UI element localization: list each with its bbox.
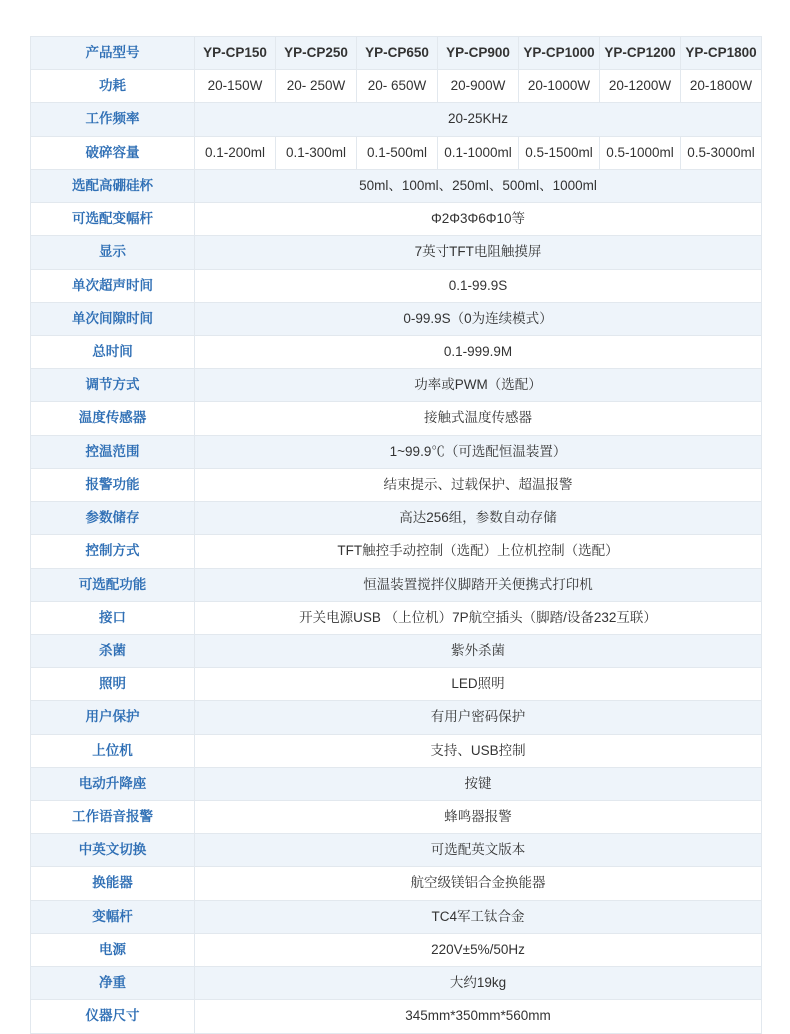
row-label-temp-range: 控温范围 [31, 435, 195, 468]
table-row-host-computer [31, 734, 762, 767]
table-row-control-mode [31, 535, 762, 568]
table-row-power-supply [31, 933, 762, 966]
row-value-param-storage: 高达256组，参数自动存储 [195, 502, 762, 535]
row-value-lighting: LED照明 [195, 668, 762, 701]
row-value-power-supply: 220V±5%/50Hz [195, 933, 762, 966]
table-row-display [31, 236, 762, 269]
row-label-frequency: 工作频率 [31, 103, 195, 136]
table-row-temp-sensor [31, 402, 762, 435]
row-value-temp-sensor: 接触式温度传感器 [195, 402, 762, 435]
row-label-adjust-mode: 调节方式 [31, 369, 195, 402]
row-value-single-time: 0.1-99.9S [195, 269, 762, 302]
table-row-voice-alarm [31, 801, 762, 834]
power-cell: 20-1200W [600, 70, 681, 103]
model-cell: YP-CP650 [357, 37, 438, 70]
row-value-voice-alarm: 蜂鸣器报警 [195, 801, 762, 834]
row-value-adjust-mode: 功率或PWM（选配） [195, 369, 762, 402]
row-label-control-mode: 控制方式 [31, 535, 195, 568]
row-label-interface: 接口 [31, 601, 195, 634]
row-label-lighting: 照明 [31, 668, 195, 701]
row-label-language-switch: 中英文切换 [31, 834, 195, 867]
row-value-display: 7英寸TFT电阻触摸屏 [195, 236, 762, 269]
table-row-param-storage [31, 502, 762, 535]
power-cell: 20-900W [438, 70, 519, 103]
capacity-cell: 0.1-300ml [276, 136, 357, 169]
row-value-temp-range: 1~99.9℃（可选配恒温装置） [195, 435, 762, 468]
capacity-cell: 0.1-200ml [195, 136, 276, 169]
row-value-language-switch: 可选配英文版本 [195, 834, 762, 867]
row-value-frequency: 20-25KHz [195, 103, 762, 136]
row-value-alarm: 结束提示、过载保护、超温报警 [195, 468, 762, 501]
row-label-temp-sensor: 温度传感器 [31, 402, 195, 435]
row-label-capacity: 破碎容量 [31, 136, 195, 169]
row-value-control-mode: TFT触控手动控制（选配）上位机控制（选配） [195, 535, 762, 568]
table-row-lighting [31, 668, 762, 701]
model-cell: YP-CP1000 [519, 37, 600, 70]
table-row-net-weight [31, 967, 762, 1000]
power-cell: 20-1800W [681, 70, 762, 103]
row-label-interval-time: 单次间隙时间 [31, 302, 195, 335]
row-value-horn-material: TC4军工钛合金 [195, 900, 762, 933]
row-value-transducer: 航空级镁铝合金换能器 [195, 867, 762, 900]
table-row-alarm [31, 468, 762, 501]
table-row-horn-material [31, 900, 762, 933]
table-row-temp-range [31, 435, 762, 468]
capacity-cell: 0.1-1000ml [438, 136, 519, 169]
row-value-interval-time: 0-99.9S（0为连续模式） [195, 302, 762, 335]
table-row-interface [31, 601, 762, 634]
table-row-cups [31, 169, 762, 202]
row-label-voice-alarm: 工作语音报警 [31, 801, 195, 834]
table-row-user-protection [31, 701, 762, 734]
table-row-frequency [31, 103, 762, 136]
row-label-cups: 选配高硼硅杯 [31, 169, 195, 202]
table-row-models [31, 37, 762, 70]
row-value-horn-option: Φ2Φ3Φ6Φ10等 [195, 203, 762, 236]
row-label-single-time: 单次超声时间 [31, 269, 195, 302]
row-label-net-weight: 净重 [31, 967, 195, 1000]
capacity-cell: 0.1-500ml [357, 136, 438, 169]
row-label-host-computer: 上位机 [31, 734, 195, 767]
table-row-language-switch [31, 834, 762, 867]
row-value-interface: 开关电源USB （上位机）7P航空插头（脚踏/设备232互联） [195, 601, 762, 634]
table-row-adjust-mode [31, 369, 762, 402]
model-cell: YP-CP1200 [600, 37, 681, 70]
power-cell: 20-1000W [519, 70, 600, 103]
model-cell: YP-CP1800 [681, 37, 762, 70]
row-label-power: 功耗 [31, 70, 195, 103]
capacity-cell: 0.5-1000ml [600, 136, 681, 169]
table-row-optional-functions [31, 568, 762, 601]
power-cell: 20-150W [195, 70, 276, 103]
row-label-dimensions: 仪器尺寸 [31, 1000, 195, 1033]
row-value-total-time: 0.1-999.9M [195, 335, 762, 368]
specifications-table [30, 36, 762, 1034]
row-value-net-weight: 大约19kg [195, 967, 762, 1000]
row-label-horn-material: 变幅杆 [31, 900, 195, 933]
row-label-display: 显示 [31, 236, 195, 269]
row-label-power-supply: 电源 [31, 933, 195, 966]
model-cell: YP-CP150 [195, 37, 276, 70]
row-label-total-time: 总时间 [31, 335, 195, 368]
row-label-electric-lift: 电动升降座 [31, 767, 195, 800]
table-row-horn-option [31, 203, 762, 236]
row-value-dimensions: 345mm*350mm*560mm [195, 1000, 762, 1033]
row-label-user-protection: 用户保护 [31, 701, 195, 734]
table-row-total-time [31, 335, 762, 368]
table-row-power [31, 70, 762, 103]
row-value-sterilization: 紫外杀菌 [195, 634, 762, 667]
row-label-param-storage: 参数储存 [31, 502, 195, 535]
capacity-cell: 0.5-3000ml [681, 136, 762, 169]
row-label-sterilization: 杀菌 [31, 634, 195, 667]
model-cell: YP-CP900 [438, 37, 519, 70]
row-label-horn-option: 可选配变幅杆 [31, 203, 195, 236]
table-row-electric-lift [31, 767, 762, 800]
row-label-model: 产品型号 [31, 37, 195, 70]
row-value-cups: 50ml、100ml、250ml、500ml、1000ml [195, 169, 762, 202]
model-cell: YP-CP250 [276, 37, 357, 70]
table-row-interval-time [31, 302, 762, 335]
row-label-optional-functions: 可选配功能 [31, 568, 195, 601]
row-value-electric-lift: 按键 [195, 767, 762, 800]
table-row-capacity [31, 136, 762, 169]
row-value-optional-functions: 恒温装置搅拌仪脚踏开关便携式打印机 [195, 568, 762, 601]
capacity-cell: 0.5-1500ml [519, 136, 600, 169]
row-value-host-computer: 支持、USB控制 [195, 734, 762, 767]
table-row-transducer [31, 867, 762, 900]
table-row-single-time [31, 269, 762, 302]
table-body [31, 37, 762, 1034]
row-label-transducer: 换能器 [31, 867, 195, 900]
table-row-sterilization [31, 634, 762, 667]
row-label-alarm: 报警功能 [31, 468, 195, 501]
row-value-user-protection: 有用户密码保护 [195, 701, 762, 734]
power-cell: 20- 650W [357, 70, 438, 103]
power-cell: 20- 250W [276, 70, 357, 103]
